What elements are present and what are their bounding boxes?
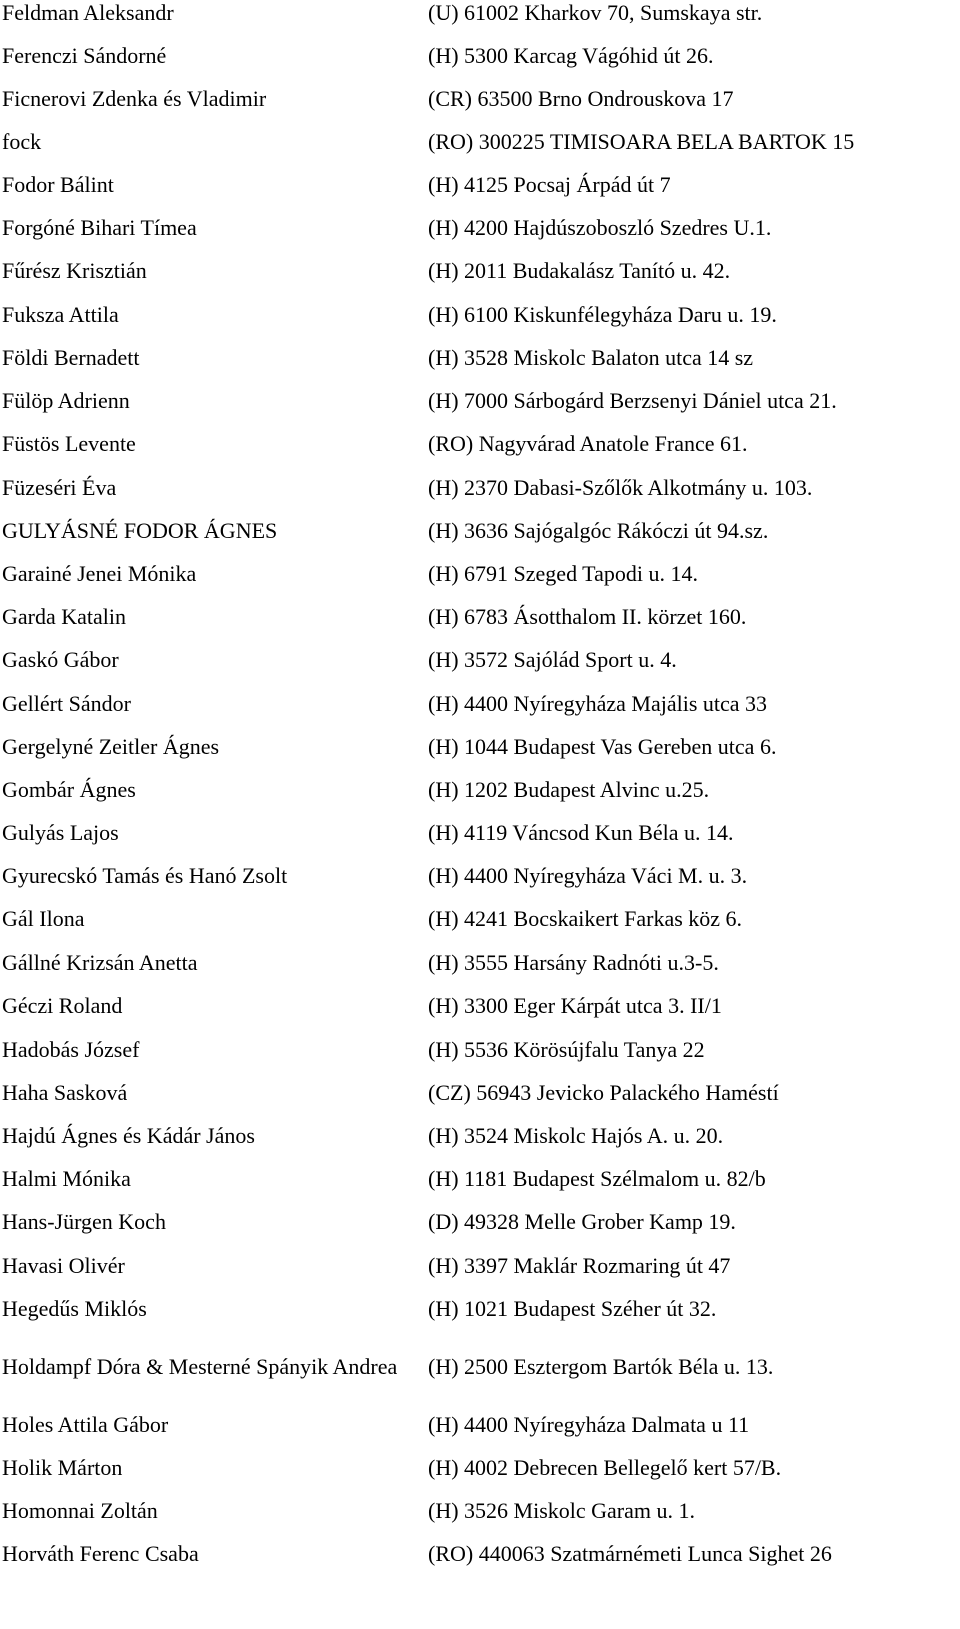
postal-address: (RO) Nagyvárad Anatole France 61. — [428, 430, 748, 456]
person-name: Holes Attila Gábor — [2, 1411, 169, 1437]
list-item — [2, 40, 960, 70]
person-name: Horváth Ferenc Csaba — [2, 1540, 199, 1566]
postal-address: (H) 1181 Budapest Szélmalom u. 82/b — [428, 1165, 766, 1191]
person-name: Gál Ilona — [2, 905, 85, 931]
postal-address: (H) 4119 Váncsod Kun Béla u. 14. — [428, 819, 734, 845]
list-item — [2, 817, 960, 847]
person-name: Gombár Ágnes — [2, 776, 136, 802]
person-name: Havasi Olivér — [2, 1252, 125, 1278]
postal-address: (H) 3524 Miskolc Hajós A. u. 20. — [428, 1122, 724, 1148]
postal-address: (H) 2370 Dabasi-Szőlők Alkotmány u. 103. — [428, 474, 813, 500]
postal-address: (H) 4400 Nyíregyháza Váci M. u. 3. — [428, 862, 748, 888]
postal-address: (H) 4400 Nyíregyháza Majális utca 33 — [428, 690, 768, 716]
person-name: Gyurecskó Tamás és Hanó Zsolt — [2, 862, 288, 888]
person-name: Hans-Jürgen Koch — [2, 1208, 166, 1234]
person-name: Ficnerovi Zdenka és Vladimir — [2, 85, 267, 111]
person-name: Gellért Sándor — [2, 690, 131, 716]
person-name: Holdampf Dóra & Mesterné Spányik Andrea — [2, 1353, 398, 1379]
person-name: Fuksza Attila — [2, 301, 119, 327]
list-item — [2, 1034, 960, 1064]
postal-address: (D) 49328 Melle Grober Kamp 19. — [428, 1208, 736, 1234]
list-item — [2, 601, 960, 631]
person-name: Holik Márton — [2, 1454, 123, 1480]
postal-address: (CR) 63500 Brno Ondrouskova 17 — [428, 85, 734, 111]
postal-address: (H) 6100 Kiskunfélegyháza Daru u. 19. — [428, 301, 777, 327]
list-item — [2, 0, 960, 27]
postal-address: (H) 4241 Bocskaikert Farkas köz 6. — [428, 905, 743, 931]
list-item — [2, 385, 960, 415]
list-item — [2, 1335, 960, 1397]
list-item — [2, 472, 960, 502]
list-item — [2, 1163, 960, 1193]
person-name: Forgóné Bihari Tímea — [2, 214, 197, 240]
list-item — [2, 126, 960, 156]
list-item — [2, 1120, 960, 1150]
postal-address: (H) 4002 Debrecen Bellegelő kert 57/B. — [428, 1454, 782, 1480]
person-name: Gulyás Lajos — [2, 819, 119, 845]
list-item — [2, 947, 960, 977]
postal-address: (H) 2500 Esztergom Bartók Béla u. 13. — [428, 1353, 774, 1379]
person-name: Halmi Mónika — [2, 1165, 131, 1191]
list-item — [2, 644, 960, 674]
person-name: Garainé Jenei Mónika — [2, 560, 197, 586]
person-name: Gaskó Gábor — [2, 646, 119, 672]
list-item — [2, 1250, 960, 1280]
list-item — [2, 428, 960, 458]
list-item — [2, 558, 960, 588]
list-item — [2, 169, 960, 199]
postal-address: (H) 3528 Miskolc Balaton utca 14 sz — [428, 344, 754, 370]
list-item — [2, 990, 960, 1020]
list-item — [2, 860, 960, 890]
postal-address: (H) 3300 Eger Kárpát utca 3. II/1 — [428, 992, 722, 1018]
person-name: Hadobás József — [2, 1036, 140, 1062]
person-name: Homonnai Zoltán — [2, 1497, 158, 1523]
person-name: GULYÁSNÉ FODOR ÁGNES — [2, 517, 278, 543]
list-item — [2, 342, 960, 372]
person-name: Fodor Bálint — [2, 171, 114, 197]
person-name: Géczi Roland — [2, 992, 123, 1018]
postal-address: (H) 1021 Budapest Széher út 32. — [428, 1295, 717, 1321]
list-item — [2, 1538, 960, 1568]
list-item — [2, 688, 960, 718]
person-name: Ferenczi Sándorné — [2, 42, 167, 68]
person-name: Feldman Aleksandr — [2, 0, 174, 25]
postal-address: (H) 4400 Nyíregyháza Dalmata u 11 — [428, 1411, 750, 1437]
person-name: Haha Sasková — [2, 1079, 128, 1105]
list-item — [2, 83, 960, 113]
postal-address: (RO) 440063 Szatmárnémeti Lunca Sighet 26 — [428, 1540, 832, 1566]
postal-address: (H) 3555 Harsány Radnóti u.3-5. — [428, 949, 719, 975]
postal-address: (H) 3636 Sajógalgóc Rákóczi út 94.sz. — [428, 517, 769, 543]
list-item — [2, 1452, 960, 1482]
postal-address: (RO) 300225 TIMISOARA BELA BARTOK 15 — [428, 128, 855, 154]
postal-address: (H) 3572 Sajólád Sport u. 4. — [428, 646, 677, 672]
list-item — [2, 255, 960, 285]
person-name: Földi Bernadett — [2, 344, 140, 370]
person-name: Füstös Levente — [2, 430, 136, 456]
person-name: Fülöp Adrienn — [2, 387, 130, 413]
person-name: Fűrész Krisztián — [2, 257, 147, 283]
person-name: Hegedűs Miklós — [2, 1295, 147, 1321]
list-item — [2, 774, 960, 804]
person-name: Gállné Krizsán Anetta — [2, 949, 198, 975]
postal-address: (H) 5300 Karcag Vágóhid út 26. — [428, 42, 714, 68]
postal-address: (H) 7000 Sárbogárd Berzsenyi Dániel utca 21. — [428, 387, 837, 413]
postal-address: (H) 6791 Szeged Tapodi u. 14. — [428, 560, 698, 586]
list-item — [2, 1077, 960, 1107]
list-item — [2, 1206, 960, 1236]
list-item — [2, 1409, 960, 1439]
list-item — [2, 1495, 960, 1525]
postal-address: (H) 1044 Budapest Vas Gereben utca 6. — [428, 733, 777, 759]
list-item — [2, 212, 960, 242]
postal-address: (H) 2011 Budakalász Tanító u. 42. — [428, 257, 731, 283]
postal-address: (H) 4200 Hajdúszoboszló Szedres U.1. — [428, 214, 772, 240]
postal-address: (H) 3397 Maklár Rozmaring út 47 — [428, 1252, 731, 1278]
person-name: Garda Katalin — [2, 603, 126, 629]
postal-address: (H) 5536 Körösújfalu Tanya 22 — [428, 1036, 705, 1062]
postal-address: (U) 61002 Kharkov 70, Sumskaya str. — [428, 0, 763, 25]
postal-address: (H) 1202 Budapest Alvinc u.25. — [428, 776, 710, 802]
list-item — [2, 299, 960, 329]
postal-address: (CZ) 56943 Jevicko Palackého Haméstí — [428, 1079, 779, 1105]
postal-address: (H) 3526 Miskolc Garam u. 1. — [428, 1497, 696, 1523]
person-name: Füzeséri Éva — [2, 474, 117, 500]
person-name: Hajdú Ágnes és Kádár János — [2, 1122, 255, 1148]
list-item — [2, 903, 960, 933]
list-item — [2, 515, 960, 545]
postal-address: (H) 6783 Ásotthalom II. körzet 160. — [428, 603, 747, 629]
list-item — [2, 731, 960, 761]
list-item — [2, 1293, 960, 1323]
person-name: fock — [2, 128, 42, 154]
postal-address: (H) 4125 Pocsaj Árpád út 7 — [428, 171, 671, 197]
person-name: Gergelyné Zeitler Ágnes — [2, 733, 220, 759]
